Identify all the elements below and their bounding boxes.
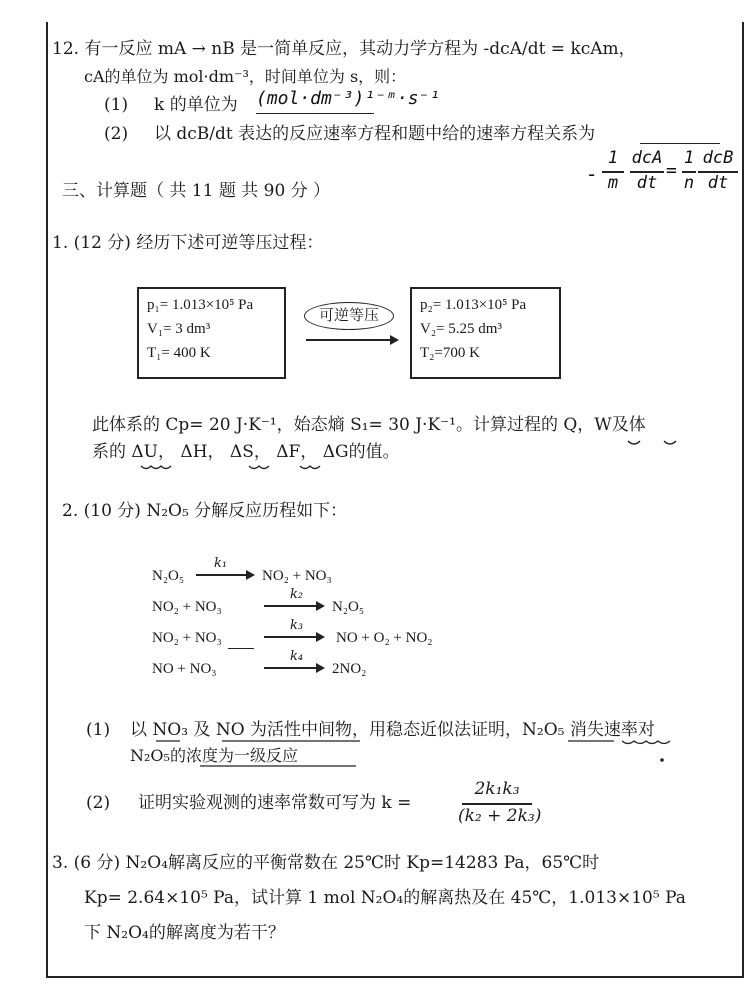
hw-left-d1: dcA: [631, 148, 663, 168]
p3-line1: 3. (6 分) N₂O₄解离反应的平衡常数在 25℃时 Kp=14283 Pa，65℃时: [52, 853, 600, 873]
reaction3-right: NO + O₂ + NO₂: [336, 630, 433, 646]
p2-k-fraction-bar: [462, 803, 532, 805]
section-heading: 三、计算题（ 共 11 题 共 90 分 ）: [62, 181, 331, 201]
state1-t: T₁= 400 K: [147, 345, 211, 361]
state2-v: V₂= 5.25 dm³: [420, 321, 502, 337]
q12-item1-text: k 的单位为: [154, 95, 238, 115]
reaction2-left: NO₂ + NO₃: [152, 599, 222, 615]
hw-left-d2: dt: [636, 173, 658, 193]
reaction4-k: k₄: [290, 649, 304, 664]
p2-sub1-label: (1): [86, 720, 111, 740]
p2-sub2-text: 证明实验观测的速率常数可写为 k =: [138, 793, 412, 813]
equals-sign: =: [666, 160, 677, 181]
reaction1-left: N₂O₅: [152, 568, 185, 584]
p1-title: 1. (12 分) 经历下述可逆等压过程：: [52, 233, 324, 253]
reaction3-k: k₃: [290, 618, 304, 633]
q12-item2-text: 以 dcB/dt 表达的反应速率方程和题中给的速率方程关系为: [154, 124, 596, 144]
hw-right-num: 1: [683, 148, 695, 168]
state1-v: V₁= 3 dm³: [147, 321, 211, 337]
p2-title: 2. (10 分) N₂O₅ 分解反应历程如下：: [62, 501, 348, 521]
q12-item2-label: (2): [104, 124, 129, 144]
p2-sub2-label: (2): [86, 793, 111, 813]
p2-sub1-line2: N₂O₅的浓度为一级反应: [130, 746, 298, 765]
reaction3-left: NO₂ + NO₃: [152, 630, 222, 646]
state2-t: T₂=700 K: [420, 345, 480, 361]
q12-line2: cA的单位为 mol·dm⁻³，时间单位为 s，则：: [84, 67, 407, 86]
q12-item1-label: (1): [104, 95, 129, 115]
hw-right-d1: dcB: [702, 148, 734, 168]
hw-left-den: m: [607, 173, 619, 193]
p3-line2: Kp= 2.64×10⁵ Pa，试计算 1 mol N₂O₄的解离热及在 45℃，1.013×10⁵ Pa: [84, 888, 686, 908]
p1-line2: 系的 ΔU， ΔH， ΔS， ΔF， ΔG的值。: [92, 442, 400, 462]
reaction2-right: N₂O₅: [332, 599, 365, 615]
reaction1-right: NO₂ + NO₃: [262, 568, 332, 584]
hw-right-den: n: [683, 173, 695, 193]
p3-line3: 下 N₂O₄的解离度为若干？: [84, 923, 285, 943]
p2-k-numerator: 2k₁k₃: [474, 779, 520, 799]
reaction1-k: k₁: [214, 556, 228, 571]
q12-line1: 12. 有一反应 mA → nB 是一简单反应，其动力学方程为 -dcA/dt = kcAm，: [52, 39, 636, 59]
hw-left-num: 1: [607, 148, 619, 168]
p2-k-denominator: (k₂ + 2k₃): [458, 806, 542, 826]
p1-line1: 此体系的 Cp= 20 J·K⁻¹，始态熵 S₁= 30 J·K⁻¹。计算过程的 Q，W及体: [92, 415, 646, 435]
state1-p: p₁= 1.013×10⁵ Pa: [147, 297, 254, 313]
reaction4-left: NO + NO₃: [152, 661, 217, 677]
minus-sign: -: [586, 162, 599, 186]
process-label: 可逆等压: [304, 302, 394, 330]
reaction4-right: 2NO₂: [332, 661, 367, 677]
p2-sub1-line1: 以 NO₃ 及 NO 为活性中间物，用稳态近似法证明，N₂O₅ 消失速率对: [130, 720, 655, 740]
reaction2-k: k₂: [290, 587, 304, 602]
q12-item1-handwritten-answer: (mol·dm⁻³)¹⁻ᵐ·s⁻¹: [256, 88, 441, 109]
state2-p: p₂= 1.013×10⁵ Pa: [420, 297, 527, 313]
hw-right-d2: dt: [707, 173, 729, 193]
